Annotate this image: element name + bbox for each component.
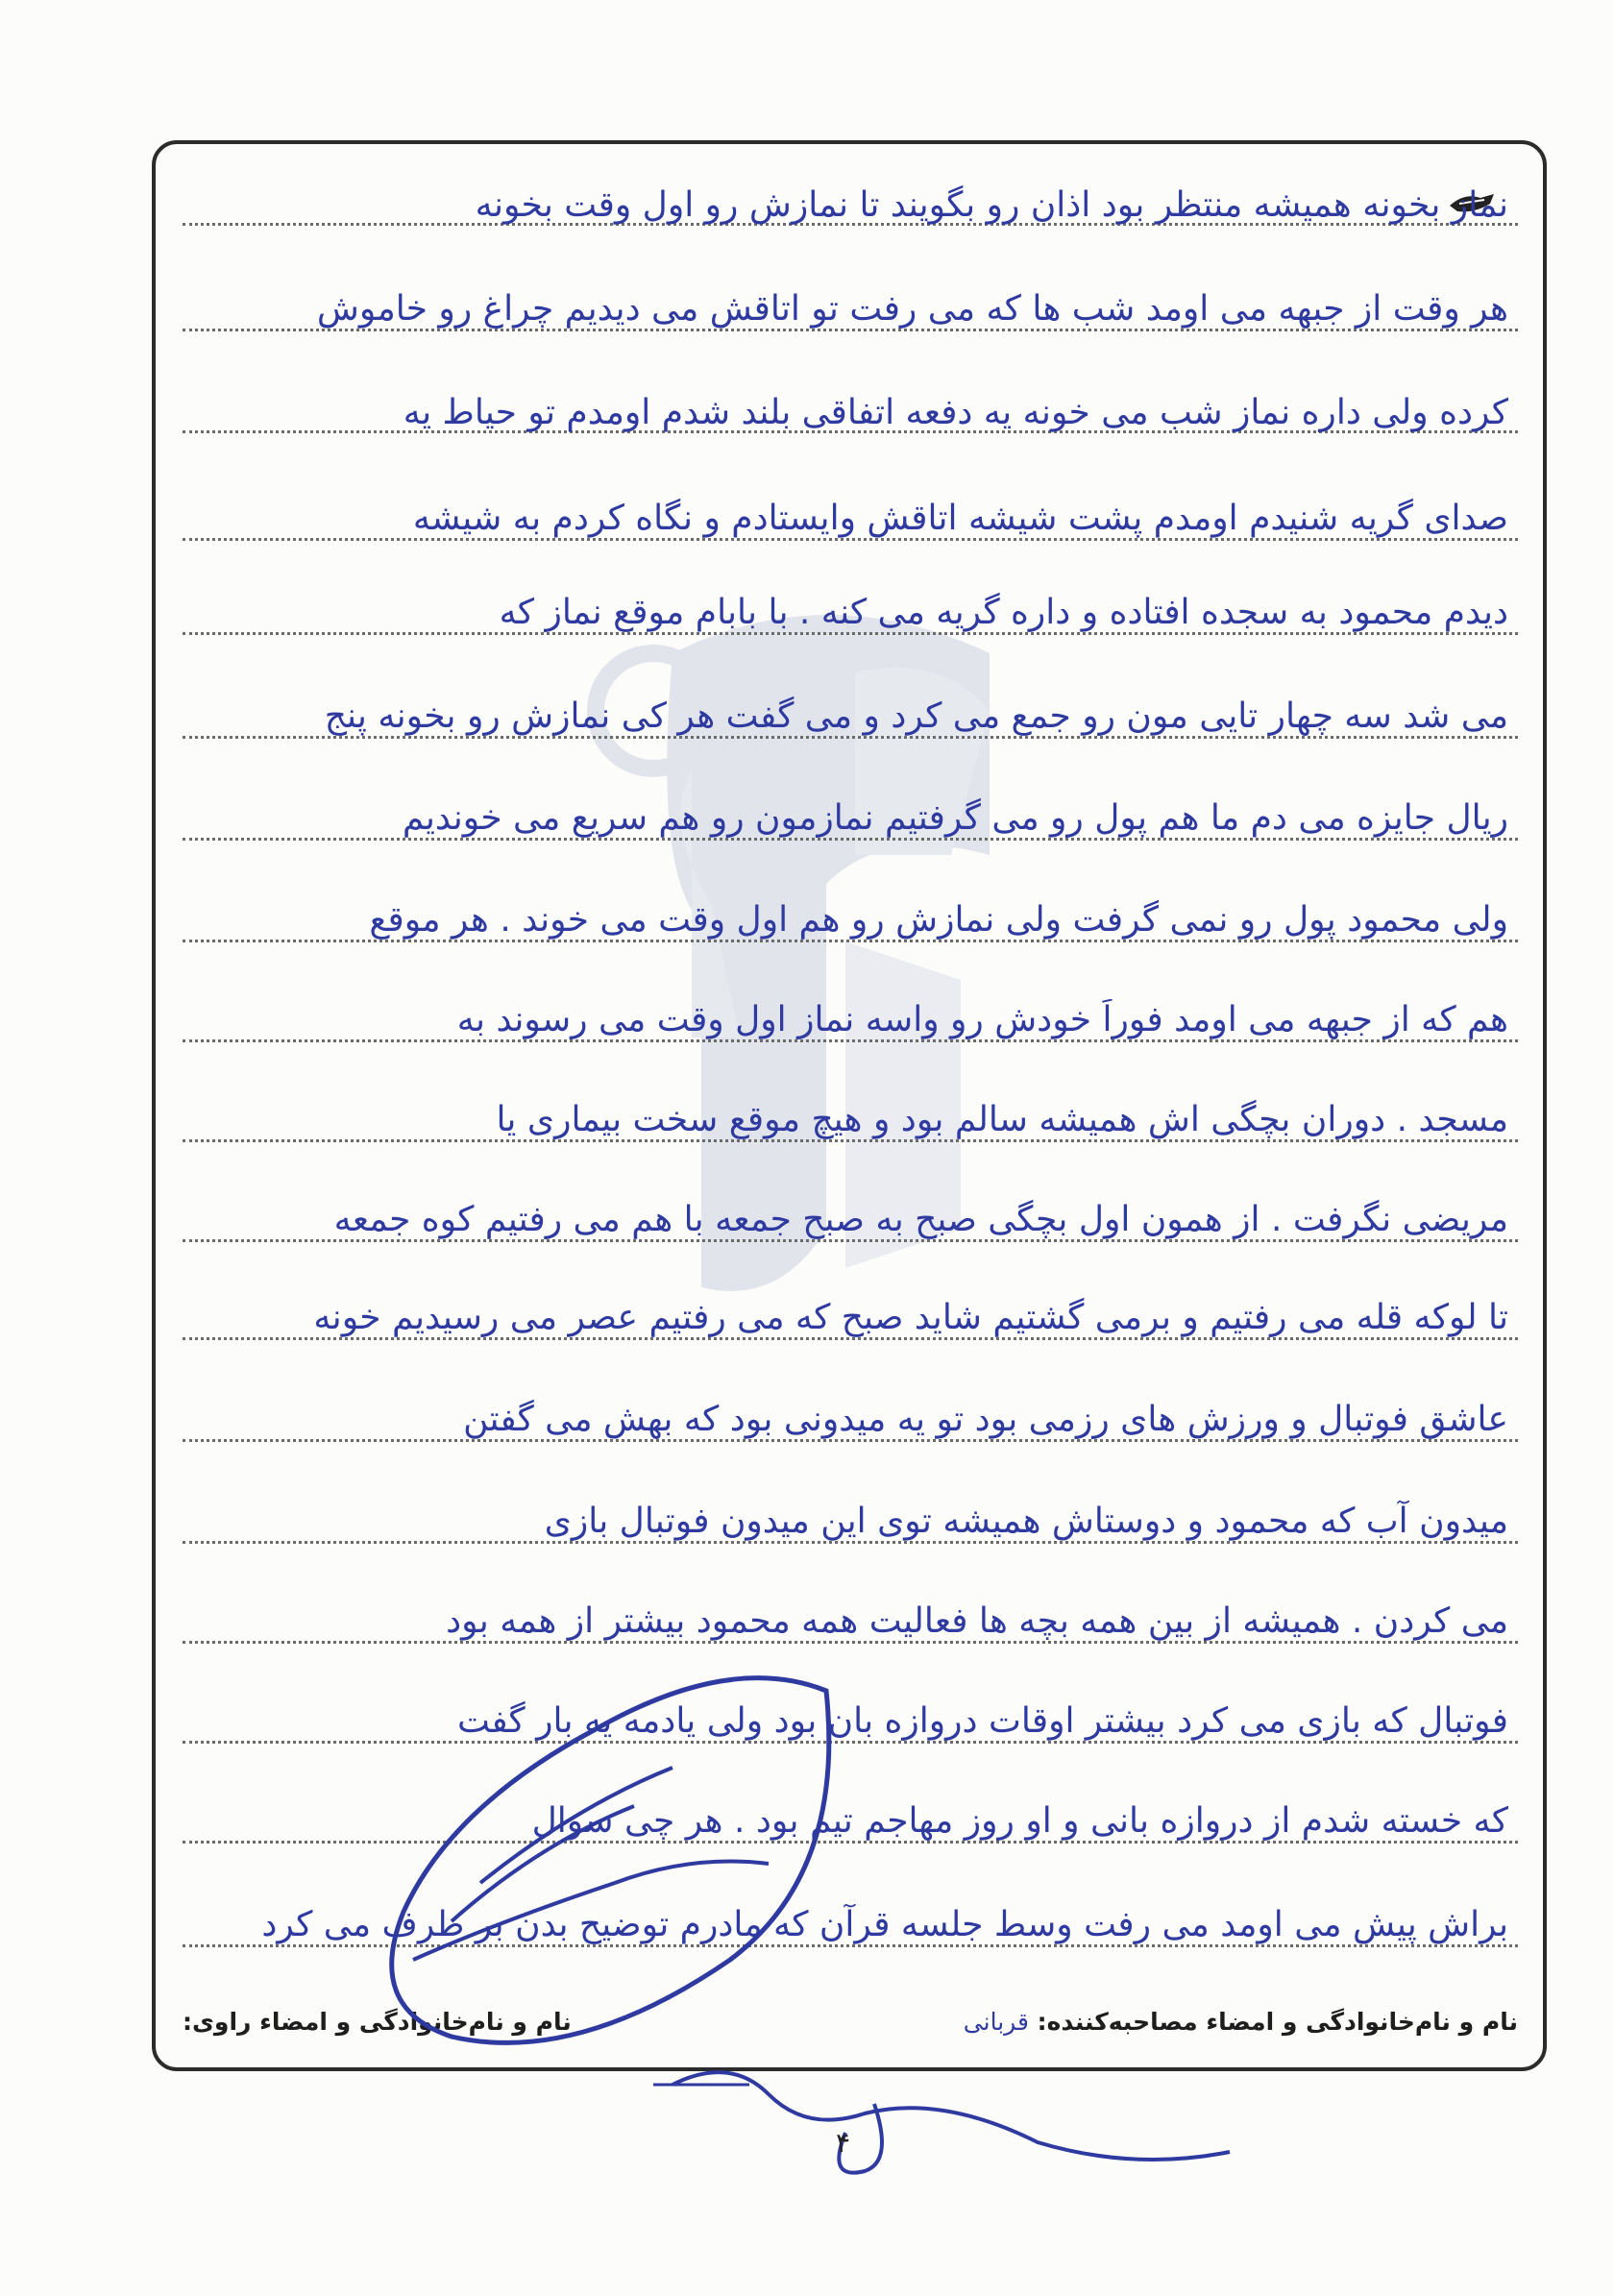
- handwritten-line: هم که از جبهه می اومد فوراً خودش رو واسه نماز اول وقت می رسوند به: [456, 1000, 1508, 1039]
- interviewer-name: قربانی: [963, 2008, 1029, 2036]
- handwritten-line: نماز بخونه همیشه منتظر بود اذان رو بگویند تا نمازش رو اول وقت بخونه: [475, 185, 1508, 225]
- handwritten-line: عاشق فوتبال و ورزش های رزمی بود تو یه میدونی بود که بهش می گفتن: [463, 1400, 1508, 1439]
- narrator-label: نام و نام‌خانوادگی و امضاء راوی:: [183, 2008, 572, 2036]
- interviewer-signature-field: [964, 2008, 1518, 2036]
- interviewer-label: نام و نام‌خانوادگی و امضاء مصاحبه‌کننده:: [1037, 2008, 1518, 2036]
- handwritten-line: تا لوکه قله می رفتیم و برمی گشتیم شاید صبح که می رفتیم عصر می رسیدیم خونه: [313, 1298, 1508, 1337]
- handwritten-line: براش پیش می اومد می رفت وسط جلسه قرآن که مادرم توضیح بدن بر طرف می کرد: [261, 1905, 1508, 1944]
- handwritten-line: مریضی نگرفت . از همون اول بچگی صبح به صبح جمعه با هم می رفتیم کوه جمعه: [333, 1200, 1508, 1239]
- handwritten-line: هر وقت از جبهه می اومد شب ها که می رفت تو اتاقش می دیدیم چراغ رو خاموش: [316, 289, 1508, 329]
- handwritten-line: فوتبال که بازی می کرد بیشتر اوقات دروازه بان بود ولی یادمه یه بار گفت: [457, 1701, 1508, 1741]
- handwritten-line: صدای گریه شنیدم اومدم پشت شیشه اتاقش وایستادم و نگاه کردم به شیشه: [412, 499, 1508, 538]
- handwritten-line: که خسته شدم از دروازه بانی و او روز مهاجم تیم بود . هر چی سوال: [531, 1801, 1508, 1841]
- page-number: ۴: [836, 2127, 851, 2159]
- handwritten-line: مسجد . دوران بچگی اش همیشه سالم بود و هیچ موقع سخت بیماری یا: [496, 1100, 1508, 1139]
- handwritten-line: می کردن . همیشه از بین همه بچه ها فعالیت همه محمود بیشتر از همه بود: [446, 1601, 1508, 1641]
- handwritten-line: کرده ولی داره نماز شب می خونه یه دفعه اتفاقی بلند شدم اومدم تو حیاط یه: [403, 393, 1508, 432]
- handwritten-line: ولی محمود پول رو نمی گرفت ولی نمازش رو هم اول وقت می خوند . هر موقع: [369, 900, 1508, 940]
- handwritten-line: دیدم محمود به سجده افتاده و داره گریه می کنه . با بابام موقع نماز که: [499, 593, 1508, 632]
- handwritten-line: ریال جایزه می دم ما هم پول رو می گرفتیم نمازمون رو هم سریع می خوندیم: [402, 798, 1508, 838]
- handwritten-line: میدون آب که محمود و دوستاش همیشه توی این میدون فوتبال بازی: [544, 1502, 1508, 1541]
- interviewer-signature: [672, 2072, 1230, 2173]
- handwritten-line: می شد سه چهار تایی مون رو جمع می کرد و می گفت هر کی نمازش رو بخونه پنج: [324, 696, 1508, 736]
- narrator-signature-field: [183, 2008, 572, 2036]
